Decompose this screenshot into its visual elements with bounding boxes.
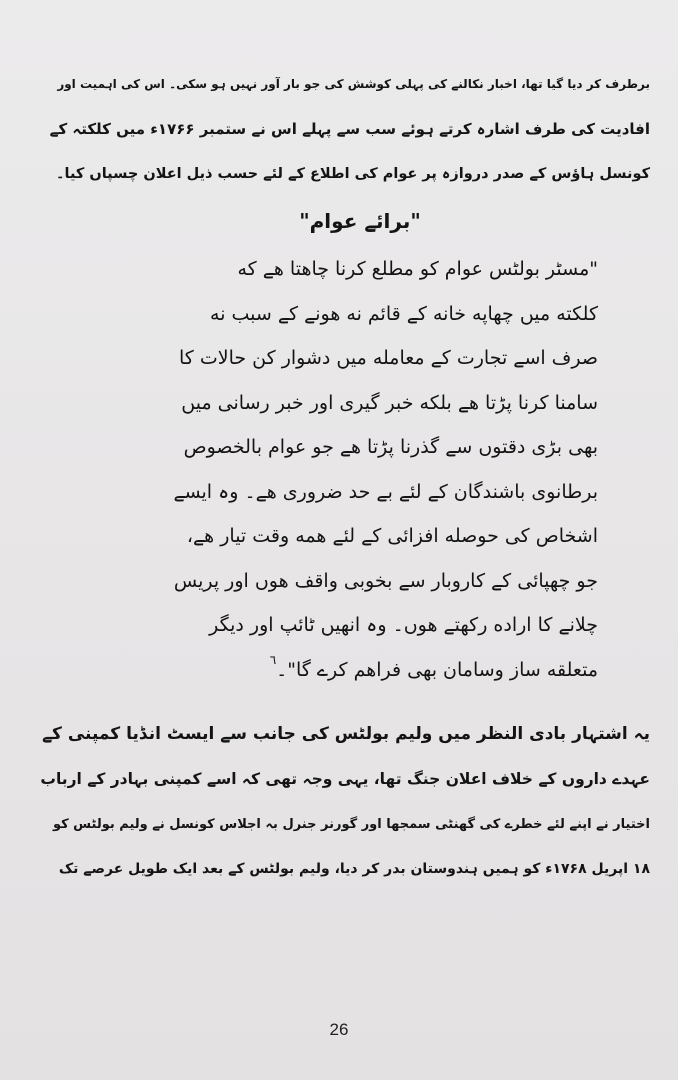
- announcement-quote: [88, 247, 598, 694]
- page-content: [40, 62, 650, 892]
- quote-line: اشخاص کی حوصله افزائی کے لئے همه وقت تیار هے،: [186, 525, 598, 547]
- text-line: برطرف کر دیا گیا تھا، اخبار نکالنے کی پہلی کوشش کی جو بار آور نہیں ہو سکی۔ اس کی اہمیت اور: [57, 77, 650, 91]
- text-line: کونسل ہاؤس کے صدر دروازہ پر عوام کی اطلاع کے لئے حسب ذیل اعلان چسپاں کیا۔: [56, 166, 650, 182]
- quote-heading: "برائے عوام": [299, 209, 421, 233]
- quote-line: سامنا کرنا پڑتا هے بلکه خبر گیری اور خبر رسانی میں: [181, 391, 598, 414]
- text-line: عہدے داروں کے خلاف اعلان جنگ تھا، یہی وجہ تھی کہ اسے کمپنی بہادر کے ارباب: [40, 770, 650, 788]
- page-number: 26: [329, 1020, 349, 1039]
- quote-line: جو چھپائی کے کاروبار سے بخوبی واقف هوں اور پریس: [173, 569, 598, 592]
- quote-line: چلانے کا اراده رکھتے هوں۔ وہ انهیں ٹائپ اور دیگر: [209, 614, 598, 636]
- paragraph-intro: [40, 62, 650, 197]
- quote-line: [88, 648, 598, 695]
- text-line: یہ اشتہار بادی النظر میں ولیم بولٹس کی جانب سے ایسٹ انڈیا کمپنی کے: [42, 724, 650, 744]
- text-line: افادیت کی طرف اشارہ کرتے ہوئے سب سے پہلے اس نے ستمبر ۱۷۶۶ء میں کلکتہ کے: [49, 120, 650, 138]
- quote-line: بھی بڑی دقتوں سے گذرنا پڑتا هے جو عوام بالخصوص: [183, 436, 598, 458]
- quote-line: صرف اسے تجارت کے معامله میں دشوار کن حالات کا: [179, 347, 598, 369]
- paragraph-analysis: [40, 712, 650, 892]
- text-line: ۱۸ اپریل ۱۷۶۸ء کو ہمیں ہندوستان بدر کر دیا، ولیم بولٹس کے بعد ایک طویل عرصے تک: [58, 861, 650, 877]
- quote-line-text: متعلقه ساز وسامان بھی فراهم کرے گا"۔: [276, 658, 598, 681]
- quote-line: برطانوی باشندگان کے لئے بے حد ضروری هے۔ وہ ایسے: [173, 480, 598, 503]
- text-line: اختیار نے اپنے لئے خطرے کی گھنٹی سمجھا اور گورنر جنرل بہ اجلاس کونسل نے ولیم بولٹس کو: [52, 817, 650, 832]
- quote-line: کلکته میں چھاپه خانه کے قائم نه هونے کے سبب نه: [210, 302, 598, 325]
- quote-line: "مسٹر بولٹس عوام کو مطلع کرنا چاهتا هے که: [237, 258, 598, 280]
- footnote-mark: ٦: [269, 652, 277, 667]
